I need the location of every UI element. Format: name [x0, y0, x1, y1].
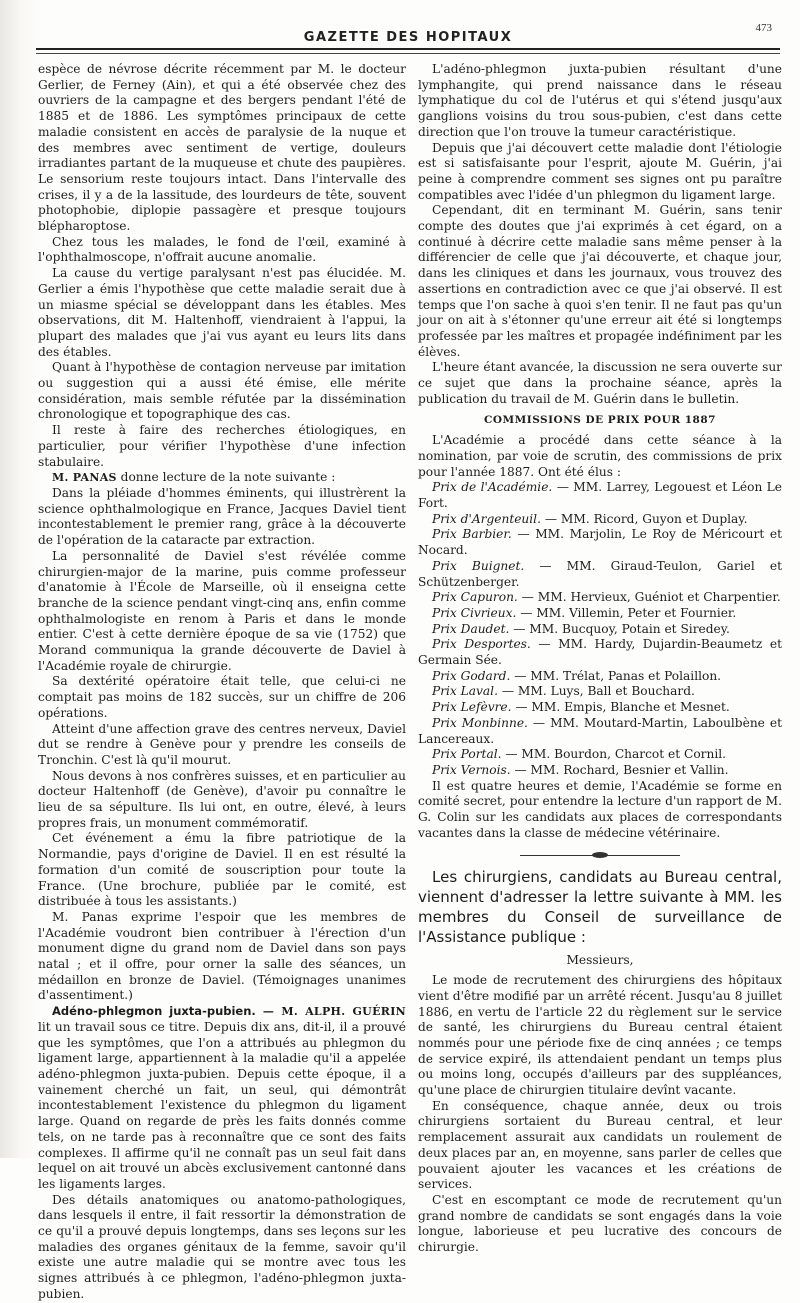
paragraph: espèce de névrose décrite récemment par M. le docteur Gerlier, de Ferney (Ain), et qui a été observée chez des ouvriers de la campagne et des bergers pendant l'été de 1885 et de 1886. Les symptômes principaux de cette maladie consistent en accès de paralysie de la nuque et des membres avec sentiment de vertige, douleurs irradiantes partant de la muqueuse et chute des paupières. Le sensorium reste toujours intact. Dans l'intervalle des crises, il y a de la lassitude, des lourdeurs de tête, souvent photophobie, diplopie passagère et presque toujours blépharoptose.: [38, 62, 406, 234]
left-column: [38, 62, 406, 1303]
prize-name: Prix Lefèvre.: [432, 700, 512, 715]
prize-item: [418, 527, 782, 558]
paragraph: Cet événement a ému la fibre patriotique de la Normandie, pays d'origine de Daviel. Il en est résulté la formation d'un comité de souscription pour toute la France. (Une brochure, publiée par le comité, est distribuée à tous les assistants.): [38, 831, 406, 909]
prize-item: [418, 590, 782, 606]
paragraph: Il est quatre heures et demie, l'Académie se forme en comité secret, pour entendre la lecture d'un rapport de M. G. Colin sur les candidats aux places de correspondants vacantes dans la classe de médecine vétérinaire.: [418, 778, 782, 840]
prize-list: [418, 480, 782, 778]
prize-name: Prix Civrieux.: [432, 605, 517, 620]
prize-name: Prix Monbinne.: [432, 715, 528, 730]
prize-members: — MM. Marjolin, Le Roy de Méricourt et Nocard.: [418, 527, 782, 558]
prize-item: [418, 669, 782, 685]
prize-item: [418, 512, 782, 528]
paragraph: En conséquence, chaque année, deux ou trois chirurgiens sortaient du Bureau central, et leur remplacement assurait aux candidats un roulement de deux places par an, en moyenne, sans parler de celles que pouvaient ajouter les vacances et les créations de services.: [418, 1098, 782, 1192]
prize-members: — MM. Moutard-Martin, Laboulbène et Lancereaux.: [418, 715, 782, 746]
prize-members: — MM. Hervieux, Guéniot et Charpentier.: [517, 590, 781, 605]
prize-members: — MM. Bucquoy, Potain et Siredey.: [509, 621, 730, 636]
prize-item: [418, 747, 782, 763]
article-title: Adéno-phlegmon juxta-pubien.: [52, 1004, 256, 1019]
prize-members: — MM. Ricord, Guyon et Duplay.: [540, 511, 748, 526]
paragraph: L'Académie a procédé dans cette séance à la nomination, par voie de scrutin, des commissions de prix pour l'année 1887. Ont été élus :: [418, 433, 782, 479]
paragraph: La cause du vertige paralysant n'est pas élucidée. M. Gerlier a émis l'hypothèse que cette maladie serait due à un miasme spécial se développant dans les étables. Mes observations, dit M. Haltenhoff, viendraient à l'appui, la plupart des malades que j'ai vus ayant eu leurs lits dans des étables.: [38, 266, 406, 359]
letter-salutation: Messieurs,: [566, 953, 634, 968]
prize-members: — MM. Trélat, Panas et Polaillon.: [510, 668, 722, 683]
prize-item: [418, 684, 782, 700]
paragraph: Cependant, dit en terminant M. Guérin, sans tenir compte des doutes que j'ai exprimés à cet égard, on a continué à décrire cette maladie sans même penser à la différencier de celle que j'ai découverte, et chaque jour, dans les cliniques et dans les journaux, vous trouvez des assertions en contradiction avec ce que j'ai observé. Il est temps que l'on sache à quoi s'en tenir. Il ne faut pas qu'un jour on ait à s'étonner qu'une erreur ait été si longtemps professée par les maîtres et propagée indéfiniment par les élèves.: [418, 203, 782, 359]
prize-name: Prix Desportes.: [432, 637, 531, 652]
paragraph: Dans la pléiade d'hommes éminents, qui illustrèrent la science ophthalmologique en France, Jacques Daviel tient incontestablement le premier rang, grâce à la découverte de l'opération de la cataracte par extraction.: [38, 485, 406, 548]
prize-name: Prix Barbier.: [432, 527, 512, 542]
prize-item: [418, 700, 782, 716]
paragraph: Chez tous les malades, le fond de l'œil, examiné à l'ophthalmoscope, n'offrait aucune anomalie.: [38, 234, 406, 265]
paragraph-text: lit un travail sous ce titre. Depuis dix ans, dit-il, il a prouvé que les symptômes, que l'on a attribués au phlegmon du ligament large, appartiennent à la maladie qu'il a appelée adéno-phlegmon juxta-pubien. Depuis cette époque, il a vainement cherché un fait, un seul, qui démontrât incontestablement l'existence du phlegmon du ligament large. Quand on regarde de près les faits donnés comme tels, on ne tarde pas à reconnaître que ce sont des faits complexes. Il affirme qu'il ne connaît pas un seul fait dans lequel on ait trouvé un abcès exclusivement cantonné dans les ligaments larges.: [38, 1019, 406, 1191]
prize-item: [418, 559, 782, 590]
paragraph: Le mode de recrutement des chirurgiens des hôpitaux vient d'être modifié par un arrêté récent. Jusqu'au 8 juillet 1886, en vertu de l'article 22 du règlement sur le service de santé, les chirurgiens du Bureau central étaient nommés pour une période fixe de cinq années ; ce temps de service expiré, ils attendaient pendant un temps plus ou moins long, occupés d'ailleurs par des suppléances, qu'une place de chirurgien titulaire devînt vacante.: [418, 973, 782, 1098]
prize-members: — MM. Hardy, Dujardin-Beaumetz et Germain Sée.: [418, 637, 782, 668]
prize-item: [418, 480, 782, 511]
right-column: [418, 62, 782, 1256]
prize-name: Prix Laval.: [432, 684, 498, 699]
prize-name: Prix Portal.: [432, 747, 502, 762]
speaker-name: — M. ALPH. GUÉRIN: [255, 1005, 406, 1019]
paragraph: [38, 1004, 406, 1192]
paragraph: C'est en escomptant ce mode de recrutement qu'un grand nombre de candidats se sont engagés dans la voie longue, laborieuse et peu lucrative des concours de chirurgie.: [418, 1193, 782, 1255]
paragraph: L'adéno-phlegmon juxta-pubien résultant d'une lymphangite, qui prend naissance dans le réseau lymphatique du col de l'utérus et qui s'étend jusqu'aux ganglions voisins du trou sous-pubien, c'est dans cette direction que l'on trouve la tumeur caractéristique.: [418, 62, 782, 139]
prize-name: Prix Buignet.: [432, 558, 525, 573]
paragraph: Depuis que j'ai découvert cette maladie dont l'étiologie est si satisfaisante pour l'esprit, ajoute M. Guérin, j'ai peine à comprendre comment ses signes ont pu paraître compatibles avec l'idée d'un phlegmon du ligament large.: [418, 140, 782, 202]
page-number: 473: [755, 22, 772, 34]
prize-members: — MM. Giraud-Teulon, Gariel et Schützenberger.: [418, 558, 782, 589]
prize-name: Prix Vernois.: [432, 762, 511, 777]
prize-item: [418, 763, 782, 779]
page-header: [36, 18, 780, 58]
paragraph: M. Panas exprime l'espoir que les membres de l'Académie voudront bien contribuer à l'érection d'un monument digne du grand nom de Daviel dans son pays natal ; et il offre, pour orner la salle des séances, un médaillon en bronze de Daviel. (Témoignages unanimes d'assentiment.): [38, 909, 406, 1003]
paragraph: L'heure étant avancée, la discussion ne sera ouverte sur ce sujet que dans la prochaine séance, après la publication du travail de M. Guérin dans le bulletin.: [418, 360, 782, 406]
prize-members: — MM. Larrey, Legouest et Léon Le Fort.: [418, 480, 782, 510]
notice-heading: Les chirurgiens, candidats au Bureau central, viennent d'adresser la lettre suivante à MM. les membres du Conseil de surveillance de l'Assistance publique :: [418, 868, 782, 947]
page-title: GAZETTE DES HOPITAUX: [303, 30, 513, 45]
prize-members: — MM. Empis, Blanche et Mesnet.: [511, 700, 730, 715]
section-divider: [520, 851, 680, 859]
paragraph: La personnalité de Daviel s'est révélée comme chirurgien-major de la marine, puis comme professeur d'anatomie à l'École de Marseille, où il enseigna cette branche de la science pendant vingt-cinq ans, enfin comme ophthalmologiste en renom à Paris et dans le monde entier. C'est à cette dernière époque de sa vie (1752) que Morand communiqua la grande découverte de Daviel à l'Académie royale de chirurgie.: [38, 548, 406, 673]
header-rule: [36, 48, 780, 50]
prize-members: — MM. Luys, Ball et Bouchard.: [497, 684, 695, 699]
paragraph: Nous devons à nos confrères suisses, et en particulier au docteur Haltenhoff (de Genève), d'avoir pu connaître le lieu de sa sépulture. Ils lui ont, en outre, élevé, à leurs propres frais, un monument commémoratif.: [38, 768, 406, 830]
prize-item: [418, 606, 782, 622]
paragraph: Sa dextérité opératoire était telle, que celui-ci ne comptait pas moins de 182 succès, sur un chiffre de 206 opérations.: [38, 674, 406, 720]
prize-name: Prix d'Argenteuil.: [432, 511, 541, 526]
paragraph: Quant à l'hypothèse de contagion nerveuse par imitation ou suggestion qui a aussi été émise, elle mérite considération, mais semble réfutée par la dissémination chronologique et topographique des cas.: [38, 360, 406, 422]
paragraph: Des détails anatomiques ou anatomo-pathologiques, dans lesquels il entre, il fait ressortir la démonstration de ce qu'il a prouvé depuis longtemps, dans ses leçons sur les maladies des organes génitaux de la femme, savoir qu'il existe une autre maladie qui se montre avec tous les signes attribués à ce phlegmon, l'adéno-phlegmon juxta-pubien.: [38, 1192, 406, 1301]
prize-members: — MM. Villemin, Peter et Fournier.: [516, 605, 737, 620]
paragraph: Il reste à faire des recherches étiologiques, en particulier, pour vérifier l'hypothèse d'une infection stabulaire.: [38, 423, 406, 469]
paragraph: [38, 470, 406, 486]
speaker-name: M. PANAS: [52, 471, 117, 485]
section-heading: COMMISSIONS DE PRIX POUR 1887: [484, 414, 716, 427]
paragraph-text: donne lecture de la note suivante :: [116, 470, 336, 485]
prize-name: Prix Daudet.: [432, 621, 510, 636]
paragraph: Atteint d'une affection grave des centres nerveux, Daviel dut se rendre à Genève pour y prendre les conseils de Tronchin. C'est là qu'il mourut.: [38, 721, 406, 767]
prize-name: Prix Capuron.: [432, 590, 518, 605]
prize-members: — MM. Rochard, Besnier et Vallin.: [510, 762, 729, 777]
prize-members: — MM. Bourdon, Charcot et Cornil.: [501, 747, 727, 762]
header-rule-thin: [36, 53, 780, 54]
prize-name: Prix Godard.: [432, 668, 511, 683]
prize-item: [418, 716, 782, 747]
prize-item: [418, 622, 782, 638]
prize-item: [418, 637, 782, 668]
prize-name: Prix de l'Académie.: [432, 480, 553, 495]
